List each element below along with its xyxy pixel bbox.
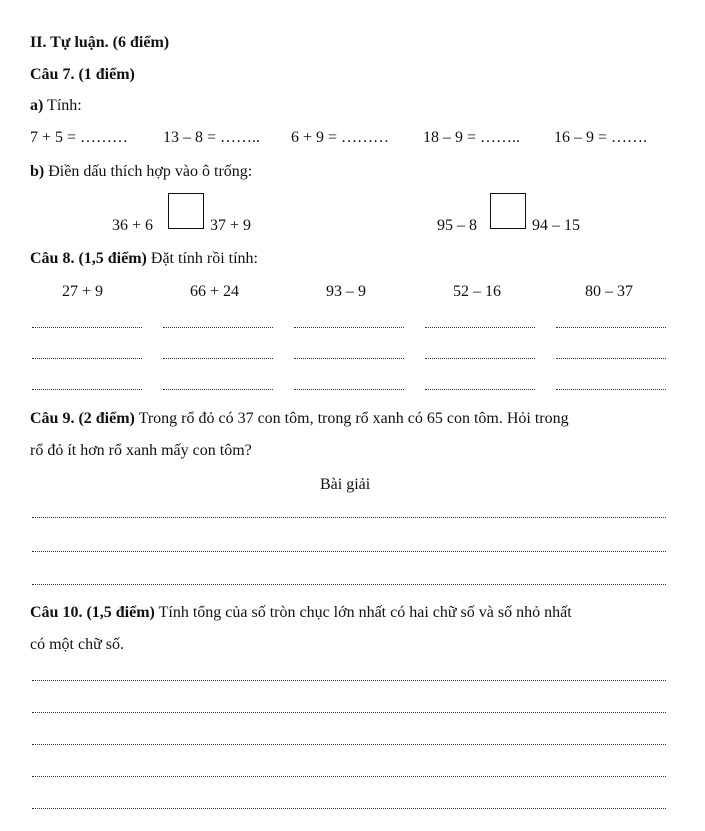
q7-a-text: Tính:	[47, 97, 82, 114]
q9-text-1: Trong rổ đỏ có 37 con tôm, trong rổ xanh có 65 con tôm. Hỏi trong	[134, 410, 569, 427]
q9-answer-line[interactable]	[32, 551, 666, 552]
q7-calc-2: 13 – 8 = ……..	[163, 129, 261, 146]
compare-1-right: 37 + 9	[210, 217, 252, 234]
q8-line[interactable]	[32, 389, 142, 390]
compare-2-right: 94 – 15	[532, 217, 580, 234]
q10-title: Câu 10. (1,5 điểm)	[30, 604, 155, 621]
q8-line[interactable]	[163, 389, 273, 390]
q10-text-1: Tính tổng của số tròn chục lớn nhất có hai chữ số và số nhỏ nhất	[154, 604, 572, 621]
q7-b-label: b)	[30, 163, 45, 180]
compare-1-left: 36 + 6	[112, 217, 154, 234]
q10-answer-line[interactable]	[32, 680, 666, 681]
q9-text-2: rổ đỏ ít hơn rổ xanh mấy con tôm?	[30, 442, 252, 459]
q9-line-1	[30, 410, 569, 428]
q8-line[interactable]	[32, 327, 142, 328]
q8-expr-4: 52 – 16	[453, 283, 501, 300]
q8-line[interactable]	[32, 358, 142, 359]
q9-solution-heading: Bài giải	[320, 476, 371, 493]
q10-answer-line[interactable]	[32, 712, 666, 713]
q7-title: Câu 7. (1 điểm)	[30, 66, 135, 83]
q7-calc-1: 7 + 5 = ………	[30, 129, 129, 146]
q10-answer-line[interactable]	[32, 744, 666, 745]
q8-line[interactable]	[294, 358, 404, 359]
q8-line[interactable]	[294, 389, 404, 390]
q8-expr-3: 93 – 9	[326, 283, 366, 300]
q9-answer-line[interactable]	[32, 584, 666, 585]
q10-text-2: có một chữ số.	[30, 636, 124, 653]
compare-1-box[interactable]	[168, 193, 204, 229]
q8-expr-1: 27 + 9	[62, 283, 104, 300]
q7-calc-4: 18 – 9 = ……..	[423, 129, 521, 146]
q9-answer-line[interactable]	[32, 517, 666, 518]
q7-part-a	[30, 97, 82, 115]
q7-a-label: a)	[30, 97, 44, 114]
q8-expr-5: 80 – 37	[585, 283, 633, 300]
q8-line[interactable]	[163, 358, 273, 359]
q7-calc-5: 16 – 9 = …….	[554, 129, 648, 146]
q7-b-text: Điền dấu thích hợp vào ô trống:	[48, 163, 253, 180]
compare-2-left: 95 – 8	[437, 217, 477, 234]
compare-2-box[interactable]	[490, 193, 526, 229]
q8-line[interactable]	[294, 327, 404, 328]
q8-line[interactable]	[556, 389, 666, 390]
q8-line[interactable]	[556, 358, 666, 359]
q10-answer-line[interactable]	[32, 776, 666, 777]
q10-line-1	[30, 604, 572, 622]
q8-line[interactable]	[425, 327, 535, 328]
q7-calc-3: 6 + 9 = ………	[291, 129, 390, 146]
q8-title: Câu 8. (1,5 điểm)	[30, 250, 147, 267]
q8-line[interactable]	[556, 327, 666, 328]
q8-line[interactable]	[425, 389, 535, 390]
q10-answer-line[interactable]	[32, 808, 666, 809]
q8-line[interactable]	[163, 327, 273, 328]
q8-line[interactable]	[425, 358, 535, 359]
q8-text: Đặt tính rồi tính:	[146, 250, 258, 267]
q9-title: Câu 9. (2 điểm)	[30, 410, 135, 427]
q8-expr-2: 66 + 24	[190, 283, 240, 300]
q7-part-b	[30, 163, 252, 181]
q8-heading	[30, 250, 258, 268]
section-title: II. Tự luận. (6 điểm)	[30, 34, 170, 51]
